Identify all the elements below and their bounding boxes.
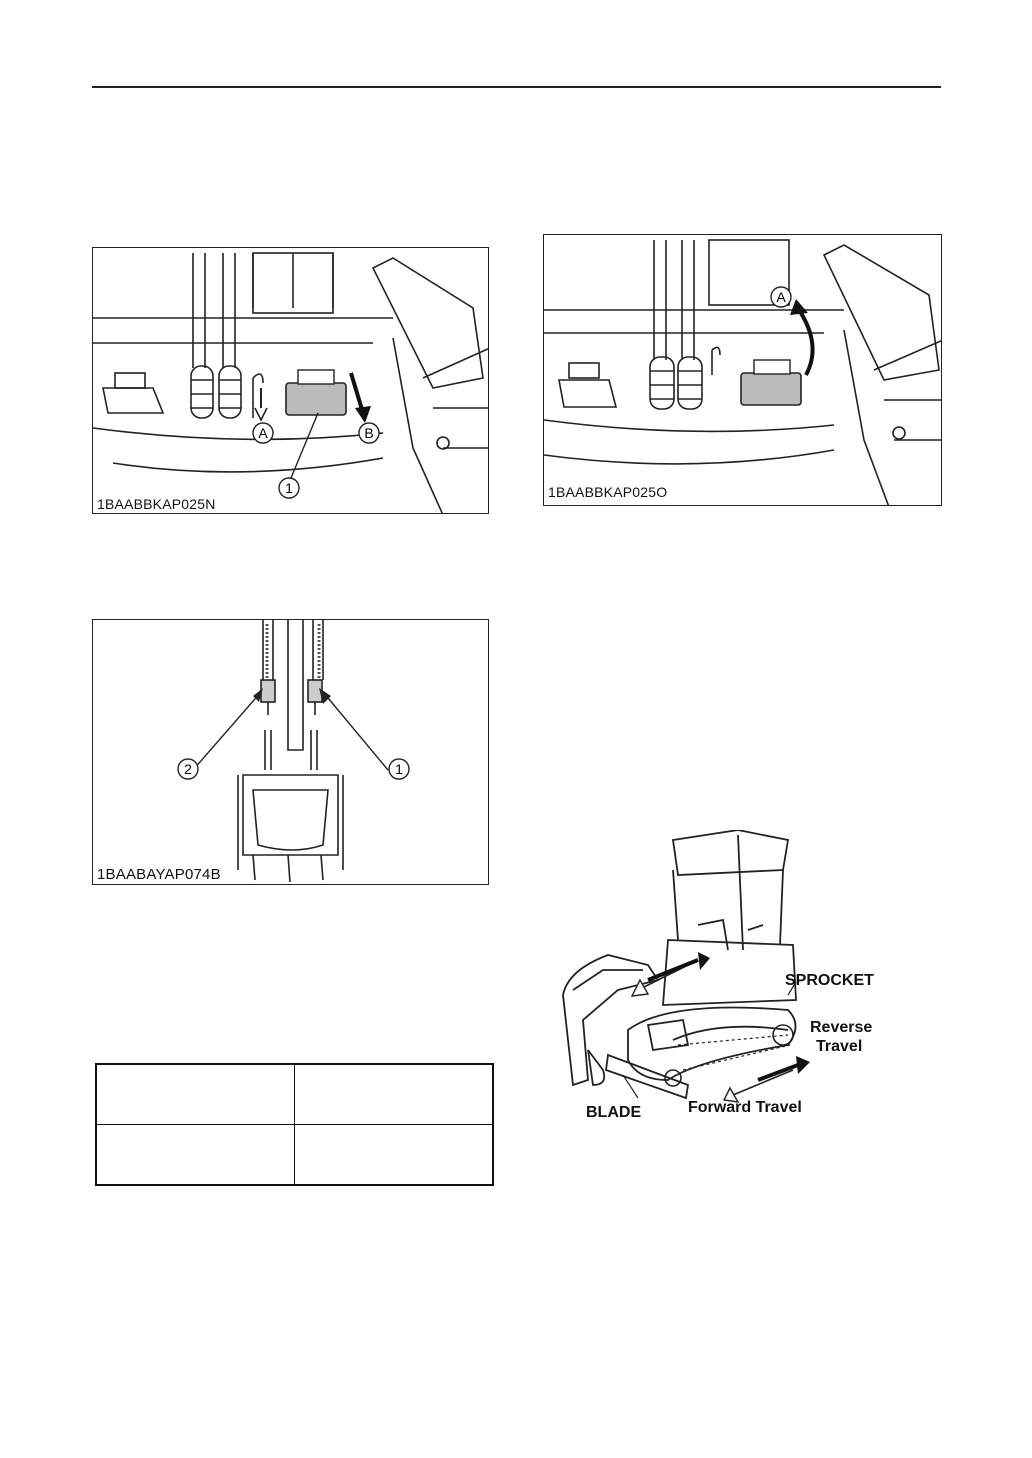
callout-1: 1: [285, 480, 293, 496]
reverse-label-line2: Travel: [816, 1038, 863, 1055]
figure-code: 1BAABBKAP025N: [97, 496, 216, 512]
callout-2: 2: [184, 761, 192, 777]
table-cell: [96, 1125, 295, 1186]
forward-label: Forward Travel: [688, 1099, 802, 1116]
excavator-illustration: [548, 830, 903, 1130]
pedal-illustration-2: [544, 235, 942, 506]
callout-b: B: [364, 425, 374, 441]
figure-pedal-lock-a: [543, 234, 942, 506]
header-rule: [92, 86, 941, 88]
table-row: [96, 1125, 493, 1186]
table-row: [96, 1064, 493, 1125]
spec-table: [95, 1063, 494, 1186]
pedal-illustration-1: [93, 248, 489, 514]
table-cell: [295, 1064, 494, 1125]
blade-label: BLADE: [586, 1104, 642, 1121]
bucket-illustration: [93, 620, 489, 885]
callout-a: A: [258, 425, 268, 441]
callout-1: 1: [395, 761, 403, 777]
table-cell: [96, 1064, 295, 1125]
table-cell: [295, 1125, 494, 1186]
figure-bucket-hoses: [92, 619, 489, 885]
excavator-travel-diagram: [548, 830, 903, 1130]
figure-code: 1BAABBKAP025O: [548, 484, 668, 500]
figure-code: 1BAABAYAP074B: [97, 866, 221, 883]
callout-a: A: [776, 289, 786, 305]
reverse-label-line1: Reverse: [810, 1019, 873, 1036]
sprocket-label: SPROCKET: [785, 972, 874, 989]
figure-pedal-lock-a-b: [92, 247, 489, 514]
